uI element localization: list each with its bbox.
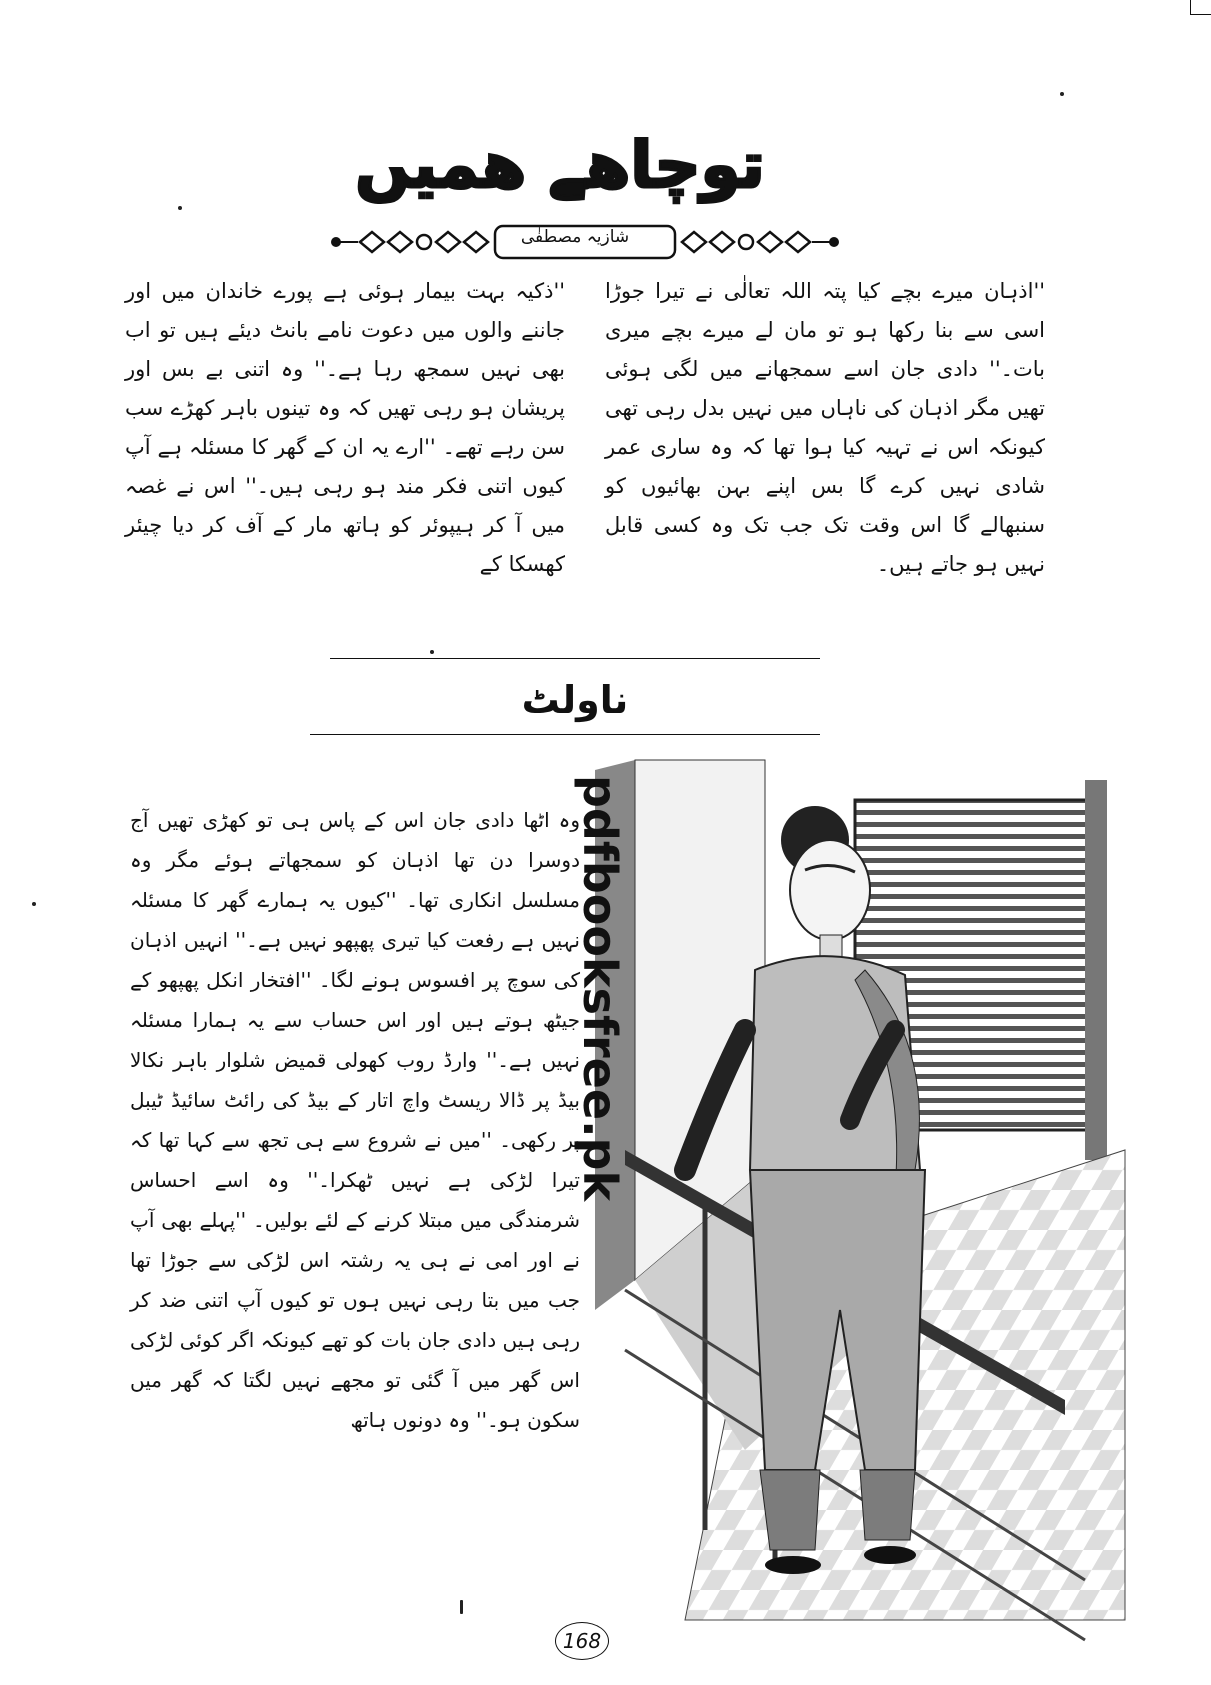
scan-speck	[32, 902, 36, 906]
text-column-left	[125, 272, 565, 584]
paragraph: ''ذکیہ بہت بیمار ہوئی ہے پورے خاندان میں اور جاننے والوں میں دعوت نامے بانٹ دیئے ہیں تو اب بھی نہیں سمجھ رہا ہے۔'' وہ اتنی بے بس اور پریشان ہو رہی تھیں کہ وہ تینوں باہر کھڑے سب سن رہے تھے۔ ''ارے یہ ان کے گھر کا مسئلہ ہے آپ کیوں اتنی فکر مند ہو رہی ہیں۔'' اس نے غصہ میں آ کر ہیپوئر کو ہاتھ مار کے آف کر دیا چیئر کھسکا کے	[125, 279, 565, 576]
watermark-text: pdfbooksfree.pk	[573, 775, 627, 1202]
author-name: شازیہ مصطفٰی	[520, 227, 630, 247]
page-number: 168	[555, 1622, 609, 1660]
scan-speck	[1060, 92, 1064, 96]
page-corner-mark	[1190, 0, 1211, 15]
scan-mark	[460, 1600, 463, 1614]
paragraph: وہ اٹھا دادی جان اس کے پاس ہی تو کھڑی تھیں آج دوسرا دن تھا اذہان کو سمجھاتے ہوئے مگر وہ مسلسل انکاری تھا۔ ''کیوں یہ ہمارے گھر کا مسئلہ نہیں ہے رفعت کیا تیری پھپھو نہیں ہے۔'' انہیں اذہان کی سوچ پر افسوس ہونے لگا۔ ''افتخار انکل پھپھو کے جیٹھ ہوتے ہیں اور اس حساب سے یہ ہمارا مسئلہ نہیں ہے۔'' وارڈ روب کھولی قمیض شلوار باہر نکالا بیڈ پر ڈالا ریسٹ واچ اتار کے بیڈ کی رائٹ سائیڈ ٹیبل پر رکھی۔ ''میں نے شروع سے ہی تجھ سے کہا تھا کہ تیرا لڑکی ہے نہیں ٹھکرا۔'' وہ اسے احساس شرمندگی میں مبتلا کرنے کے لئے بولیں۔ ''پہلے بھی آپ نے اور امی نے ہی یہ رشتہ اس لڑکی سے جوڑا تھا جب میں بتا رہی نہیں ہوں تو کیوں آپ اتنی ضد کر رہی ہیں دادی جان بات کو تھے کیونکہ اگر کوئی لڑکی اس گھر میں آ گئی تو مجھے نہیں لگتا کہ گھر میں سکون ہو۔'' وہ دونوں ہاتھ	[130, 808, 580, 1432]
section-divider-bottom	[310, 734, 820, 735]
scan-speck	[178, 206, 182, 210]
body-column	[130, 800, 580, 1440]
text-column-right	[605, 272, 1045, 584]
paragraph: ''اذہان میرے بچے کیا پتہ اللہ تعالٰی نے تیرا جوڑا اسی سے بنا رکھا ہو تو مان لے میرے بچے میری بات۔'' دادی جان اسے سمجھانے میں لگی ہوئی تھیں مگر اذہان کی ناہاں میں نہیں بدل رہی تھی کیونکہ اس نے تہیہ کیا ہوا تھا کہ وہ ساری عمر شادی نہیں کرے گا بس اپنے بہن بھائیوں کو سنبھالے گا اس وقت تک جب تک وہ کسی قابل نہیں ہو جاتے ہیں۔	[605, 279, 1045, 576]
section-divider-top	[330, 658, 820, 659]
watermark	[536, 775, 627, 1295]
story-title	[340, 128, 780, 208]
section-label: ناولٹ	[521, 678, 629, 722]
scan-speck	[430, 650, 434, 654]
woman-on-stairs-illustration	[565, 750, 1125, 1620]
story-title-text: توچاھے ھمیں	[355, 129, 765, 203]
